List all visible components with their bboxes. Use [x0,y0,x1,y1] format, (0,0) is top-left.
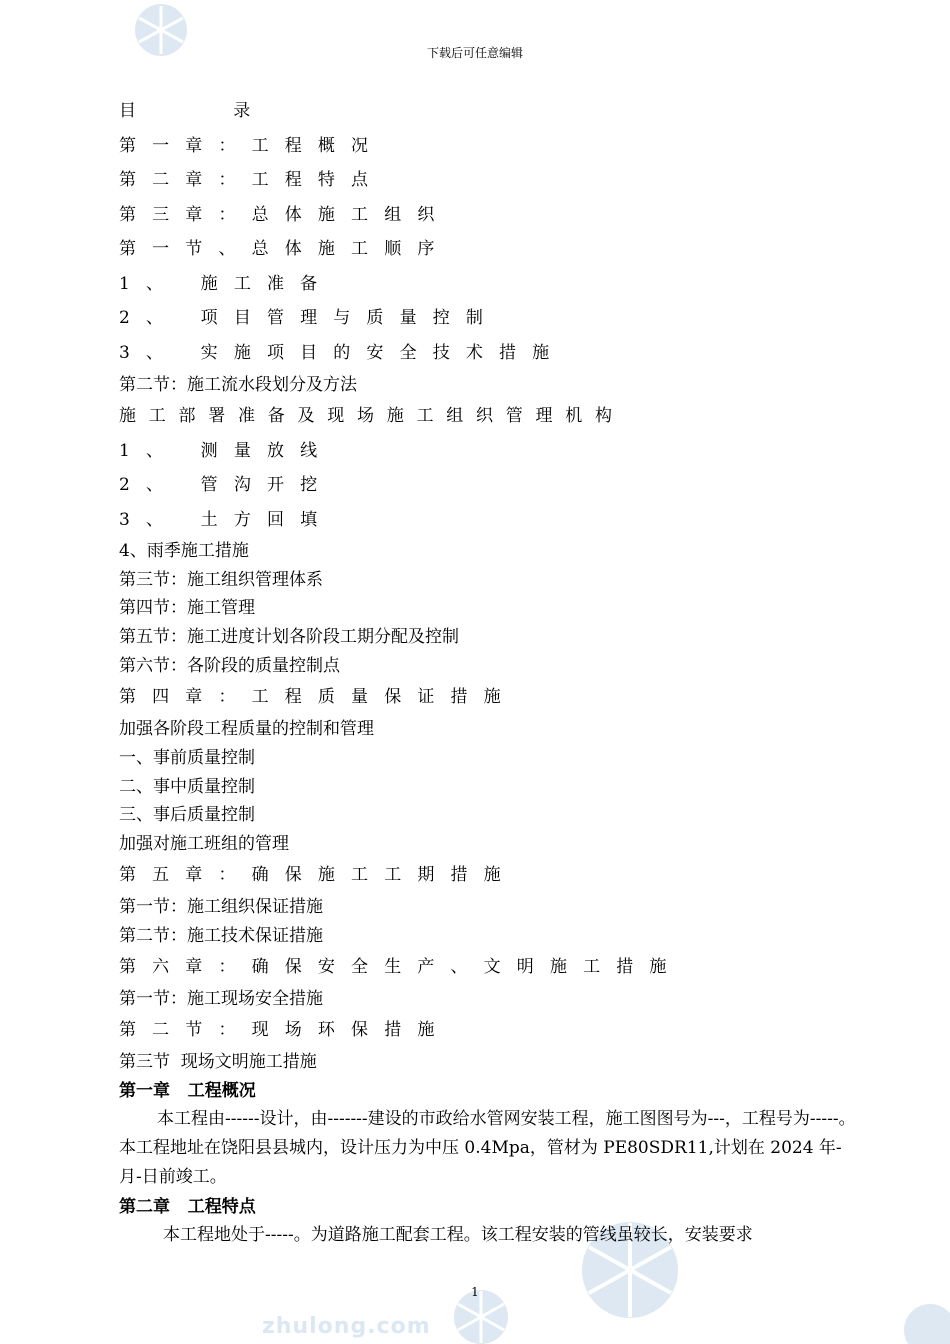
toc-item: 第四章：工程质量保证措施 [119,687,517,707]
toc-item: 2、 项目管理与质量控制 [119,308,500,328]
toc-item: 三、事后质量控制 [119,805,255,825]
toc-item: 第五章：确保施工工期措施 [119,865,517,885]
toc-item: 第六章：确保安全生产、文明施工措施 [119,957,683,977]
toc-item: 3、 实施项目的安全技术措施 [119,343,566,363]
chapter-body: 本工程地处于-----。为道路施工配套工程。该工程安装的管线虽较长，安装要求 [163,1225,753,1245]
toc-item: 第六节：各阶段的质量控制点 [119,656,340,676]
toc-title: 目 录 [119,101,251,121]
toc-item: 二、事中质量控制 [119,777,255,797]
toc-item: 第二节：施工流水段划分及方法 [119,375,357,395]
toc-item: 加强各阶段工程质量的控制和管理 [119,719,374,739]
toc-item: 第一节、总体施工顺序 [119,239,451,259]
toc-item: 第三章：总体施工组织 [119,205,451,225]
page-number: 1 [471,1285,479,1299]
toc-item: 第二章：工程特点 [119,170,385,190]
toc-item: 施工部署准备及现场施工组织管理机构 [119,406,625,426]
toc-item: 4、雨季施工措施 [119,541,249,561]
toc-item: 第五节：施工进度计划各阶段工期分配及控制 [119,627,459,647]
toc-item: 第二节：现场环保措施 [119,1020,451,1040]
watermark-text: zhulong.com [262,1314,431,1339]
toc-item: 第一节：施工现场安全措施 [119,989,323,1009]
toc-item: 1、 测量放线 [119,441,334,461]
toc-item: 第二节：施工技术保证措施 [119,926,323,946]
watermark-snowflake-icon [900,1300,950,1344]
page-header: 下载后可任意编辑 [426,46,523,60]
chapter-body: 本工程由------设计，由-------建设的市政给水管网安装工程，施工图图号为---，工程号为-----。本工程地址在饶阳县县城内，设计压力为中压 0.4Mpa，管材为 PE80SDR11,计划在 2024 年-月-日前竣工。 [119,1109,856,1187]
toc-item: 2、 管沟开挖 [119,475,334,495]
toc-item: 加强对施工班组的管理 [119,834,289,854]
toc-item: 第三节：施工组织管理体系 [119,570,323,590]
toc-item: 第一章：工程概况 [119,136,385,156]
toc-item: 第四节：施工管理 [119,598,255,618]
chapter-heading: 第二章 工程特点 [119,1197,256,1217]
toc-item: 1、 施工准备 [119,274,334,294]
toc-item: 第一节：施工组织保证措施 [119,897,323,917]
toc-item: 3、 土方回填 [119,510,334,530]
toc-item: 第三节 现场文明施工措施 [119,1052,317,1072]
chapter-heading: 第一章 工程概况 [119,1081,256,1101]
toc-item: 一、事前质量控制 [119,748,255,768]
